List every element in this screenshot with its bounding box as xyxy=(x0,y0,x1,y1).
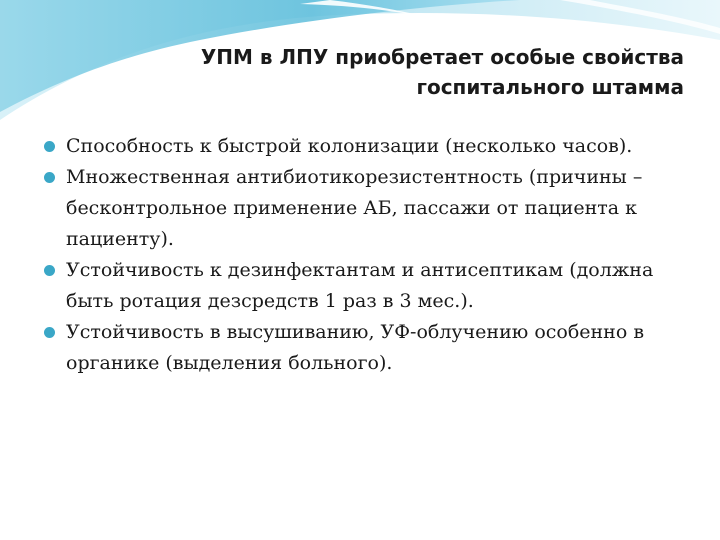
bullet-item xyxy=(44,317,664,379)
bullet-item xyxy=(44,162,664,255)
bullet-dot-icon xyxy=(44,327,55,338)
bullet-text: Множественная антибиотикорезистентность (причины – бесконтрольное применение АБ, пассажи от пациента к пациенту). xyxy=(66,166,643,250)
bullet-dot-icon xyxy=(44,141,55,152)
bullet-text: Устойчивость в высушиванию, УФ-облучению особенно в органике (выделения больного). xyxy=(66,321,645,374)
bullet-dot-icon xyxy=(44,172,55,183)
title-line-2: госпитального штамма xyxy=(416,75,684,99)
bullet-item xyxy=(44,131,664,162)
title-line-1: УПМ в ЛПУ приобретает особые свойства xyxy=(200,45,684,69)
bullet-text: Устойчивость к дезинфектантам и антисептикам (должна быть ротация дезсредств 1 раз в 3 мес.). xyxy=(66,259,654,312)
bullet-item xyxy=(44,255,664,317)
bullet-text: Способность к быстрой колонизации (несколько часов). xyxy=(66,135,633,157)
slide-title xyxy=(124,42,684,102)
bullet-list xyxy=(44,131,664,379)
bullet-dot-icon xyxy=(44,265,55,276)
